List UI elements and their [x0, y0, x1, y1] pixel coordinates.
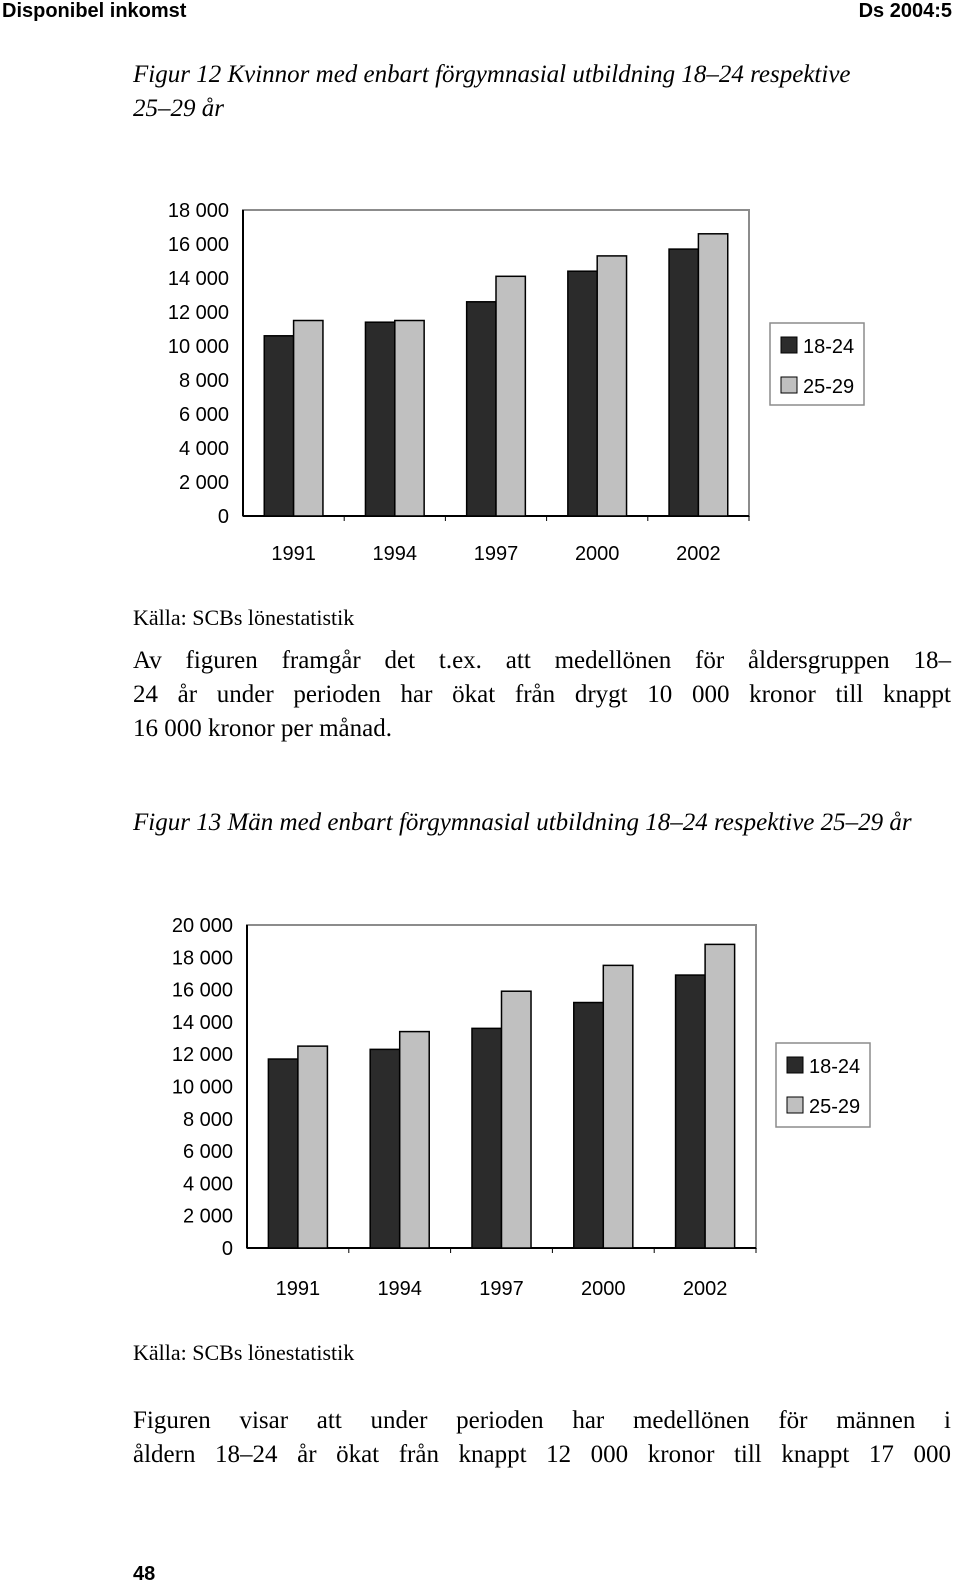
paragraph-1-line-3: 16 000 kronor per månad. — [133, 715, 392, 742]
y-tick-label: 10 000 — [171, 1076, 233, 1099]
legend-label: 25-29 — [809, 1096, 861, 1118]
y-tick-label: 6 000 — [182, 1141, 233, 1164]
figure-12-source: Källa: SCBs lönestatistik — [133, 605, 355, 630]
paragraph-1 — [133, 644, 951, 746]
bar-25-29-2002 — [705, 944, 735, 1248]
y-tick-label: 14 000 — [171, 1011, 233, 1034]
page-number: 48 — [133, 1563, 156, 1585]
bar-18-24-2002 — [676, 975, 706, 1248]
figure-12-caption — [133, 58, 851, 126]
bar-18-24-2000 — [568, 271, 597, 516]
y-tick-label: 12 000 — [167, 302, 229, 324]
y-tick-label: 8 000 — [178, 370, 229, 392]
paragraph-2-line-1: Figuren visar att under perioden har medellönen för männen i — [133, 1407, 951, 1434]
y-tick-label: 0 — [221, 1238, 233, 1260]
figure-13-bar-chart — [150, 905, 880, 1310]
y-tick-label: 8 000 — [182, 1108, 233, 1131]
bar-18-24-1997 — [472, 1028, 502, 1248]
x-tick-label: 2002 — [676, 543, 721, 565]
y-tick-label: 18 000 — [171, 947, 233, 970]
page-header — [0, 0, 960, 22]
x-tick-label: 1997 — [473, 543, 519, 565]
bar-18-24-1991 — [268, 1059, 298, 1248]
bar-25-29-1997 — [502, 991, 532, 1248]
running-title: Disponibel inkomst — [2, 0, 187, 22]
legend-label: 18-24 — [809, 1056, 861, 1078]
x-tick-label: 2000 — [581, 1278, 626, 1300]
bar-18-24-2002 — [669, 249, 698, 516]
bar-18-24-1991 — [264, 336, 293, 516]
y-tick-label: 2 000 — [182, 1205, 233, 1228]
x-tick-label: 1997 — [479, 1278, 524, 1300]
x-tick-label: 2002 — [682, 1278, 728, 1300]
x-tick-label: 1994 — [377, 1278, 422, 1300]
bar-18-24-1994 — [365, 322, 394, 516]
bar-25-29-1994 — [400, 1032, 430, 1248]
figure-13-source: Källa: SCBs lönestatistik — [133, 1340, 355, 1365]
bar-25-29-2000 — [603, 965, 633, 1248]
paragraph-1-line-2: 24 år under perioden har ökat från drygt 10 000 kronor till knappt — [133, 681, 951, 708]
y-tick-label: 18 000 — [167, 200, 229, 222]
document-id: Ds 2004:5 — [858, 0, 952, 22]
bar-25-29-1991 — [294, 321, 323, 517]
y-tick-label: 20 000 — [171, 915, 233, 937]
y-tick-label: 2 000 — [178, 472, 229, 494]
paragraph-2-line-2: åldern 18–24 år ökat från knappt 12 000 kronor till knappt 17 000 — [133, 1441, 951, 1468]
legend-swatch-18-24 — [787, 1057, 803, 1073]
y-tick-label: 10 000 — [167, 336, 229, 358]
y-tick-label: 14 000 — [167, 268, 229, 290]
y-tick-label: 6 000 — [178, 404, 229, 426]
bar-25-29-1994 — [395, 321, 424, 517]
x-tick-label: 1991 — [275, 1278, 321, 1300]
bar-18-24-2000 — [574, 1003, 604, 1248]
legend-swatch-18-24 — [781, 337, 797, 353]
y-tick-label: 16 000 — [171, 979, 233, 1002]
legend-label: 25-29 — [803, 376, 855, 398]
x-tick-label: 1991 — [271, 543, 316, 565]
x-tick-label: 2000 — [574, 543, 620, 565]
legend-swatch-25-29 — [781, 377, 797, 393]
paragraph-2 — [133, 1404, 951, 1472]
y-tick-label: 4 000 — [182, 1173, 233, 1196]
figure-13-caption: Figur 13 Män med enbart förgymnasial utbildning 18–24 respektive 25–29 år — [133, 809, 912, 836]
figure-12-caption-line2: 25–29 år — [133, 95, 224, 122]
bar-18-24-1994 — [370, 1049, 400, 1248]
y-tick-label: 0 — [217, 506, 229, 528]
y-tick-label: 12 000 — [171, 1044, 233, 1067]
bar-25-29-2000 — [597, 256, 626, 516]
x-tick-label: 1994 — [372, 543, 418, 565]
y-tick-label: 16 000 — [167, 234, 229, 256]
bar-25-29-2002 — [698, 234, 727, 516]
bar-18-24-1997 — [467, 302, 496, 516]
figure-12-bar-chart — [150, 190, 880, 590]
figure-12-caption-line1: Figur 12 Kvinnor med enbart förgymnasial utbildning 18–24 respektive — [133, 61, 851, 88]
bar-25-29-1991 — [298, 1046, 328, 1248]
paragraph-1-line-1: Av figuren framgår det t.ex. att medellönen för åldersgruppen 18– — [133, 647, 951, 674]
legend-swatch-25-29 — [787, 1097, 803, 1113]
bar-25-29-1997 — [496, 276, 525, 516]
y-tick-label: 4 000 — [178, 438, 229, 460]
legend-label: 18-24 — [803, 336, 855, 358]
